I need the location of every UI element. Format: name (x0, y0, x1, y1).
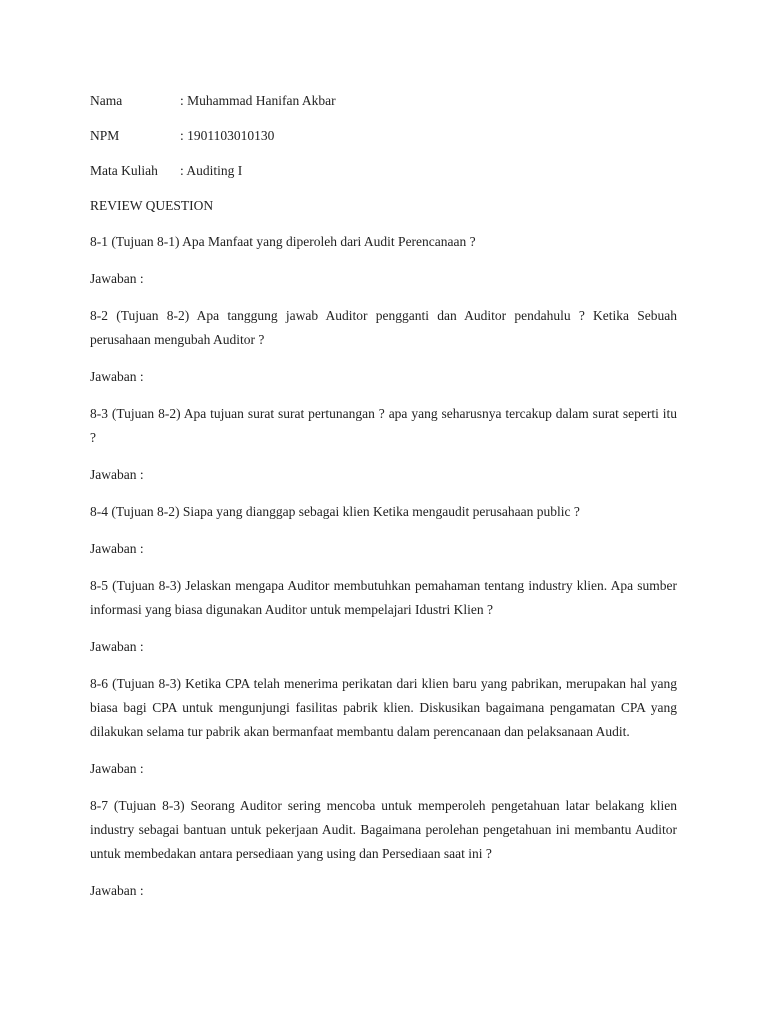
name-field (90, 91, 677, 111)
answer-label: Jawaban : (90, 541, 144, 556)
course-field (90, 161, 677, 181)
answer-label: Jawaban : (90, 271, 144, 286)
npm-value: : 1901103010130 (180, 128, 275, 143)
question-8-6: 8-6 (Tujuan 8-3) Ketika CPA telah menerima perikatan dari klien baru yang pabrikan, merupakan hal yang biasa bagi CPA untuk mengunjungi fasilitas pabrik klien. Diskusikan bagaimana pengamatan CPA yang dilakukan selama tur pabrik akan bermanfaat membantu dalam perencanaan dan pelaksanaan Audit. (90, 676, 677, 739)
question-8-4: 8-4 (Tujuan 8-2) Siapa yang dianggap sebagai klien Ketika mengaudit perusahaan public ? (90, 504, 580, 519)
section-title: REVIEW QUESTION (90, 198, 214, 213)
question-8-7: 8-7 (Tujuan 8-3) Seorang Auditor sering mencoba untuk memperoleh pengetahuan latar belakang klien industry sebagai bantuan untuk pekerjaan Audit. Bagaimana perolehan pengetahuan ini membantu Auditor untuk membedakan antara persediaan yang using dan Persediaan saat ini ? (90, 798, 677, 861)
answer-label: Jawaban : (90, 467, 144, 482)
question-8-2: 8-2 (Tujuan 8-2) Apa tanggung jawab Auditor pengganti dan Auditor pendahulu ? Ketika Sebuah perusahaan mengubah Auditor ? (90, 308, 677, 347)
answer-label: Jawaban : (90, 761, 144, 776)
question-8-5: 8-5 (Tujuan 8-3) Jelaskan mengapa Auditor membutuhkan pemahaman tentang industry klien. Apa sumber informasi yang biasa digunakan Auditor untuk mempelajari Idustri Klien ? (90, 578, 677, 617)
answer-label: Jawaban : (90, 639, 144, 654)
question-8-3: 8-3 (Tujuan 8-2) Apa tujuan surat surat pertunangan ? apa yang seharusnya tercakup dalam surat seperti itu ? (90, 406, 677, 445)
name-value: : Muhammad Hanifan Akbar (180, 93, 336, 108)
npm-label: NPM (90, 128, 120, 143)
answer-label: Jawaban : (90, 369, 144, 384)
answer-label: Jawaban : (90, 883, 144, 898)
question-8-1: 8-1 (Tujuan 8-1) Apa Manfaat yang diperoleh dari Audit Perencanaan ? (90, 234, 476, 249)
name-label: Nama (90, 93, 123, 108)
npm-field (90, 126, 677, 146)
course-value: : Auditing I (180, 163, 243, 178)
course-label: Mata Kuliah (90, 163, 158, 178)
document-content (90, 91, 677, 916)
